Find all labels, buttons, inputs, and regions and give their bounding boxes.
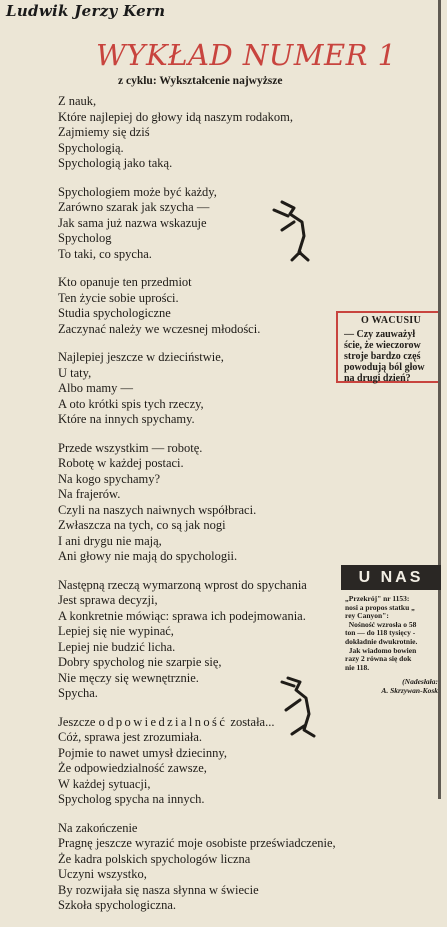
poem-line: Zarówno szarak jak szycha — xyxy=(58,200,210,214)
poem-line: Spychologią jako taką. xyxy=(58,156,173,170)
poem-line: Jest sprawa decyzji, xyxy=(58,593,158,607)
u-nas-line: nosi a propos statku „ xyxy=(345,602,415,612)
leaning-figure-sketch-icon xyxy=(276,670,331,742)
u-nas-line: rey Canyon": xyxy=(345,611,389,621)
poem-line: Czyli na naszych naiwnych współbraci. xyxy=(58,502,257,517)
poem-line: Spychologią. xyxy=(58,140,124,155)
poem-line: Szkoła spychologiczna. xyxy=(58,898,177,912)
poem-line: Jak sama już nazwa wskazuje xyxy=(58,215,207,230)
stanza xyxy=(58,94,348,172)
sidebox-line: na drugi dzień? xyxy=(344,373,411,384)
poem-line: Spycholog xyxy=(58,231,112,245)
poem-line: Z nauk, xyxy=(58,94,97,108)
poem-line: To taki, co spycha. xyxy=(58,246,152,261)
poem-line: Zaczynać należy we wczesnej młodości. xyxy=(58,321,261,336)
stanza xyxy=(58,821,348,914)
poem-line: Zajmiemy się dziś xyxy=(58,125,150,139)
sidebox-text xyxy=(344,329,438,384)
poem-line: Robotę w każdej postaci. xyxy=(58,456,184,470)
poem-line: Zwłaszcza na tych, co są jak nogi xyxy=(58,518,226,532)
right-frame-rule xyxy=(438,0,441,799)
poem-line: Dobry spycholog nie szarpie się, xyxy=(58,655,222,669)
poem-line: Ani głowy nie mają do spychologii. xyxy=(58,549,238,563)
u-nas-line: dokładnie dwukrotnie. xyxy=(345,636,418,646)
sidebox-line: ście, że wieczorow xyxy=(344,340,421,351)
u-nas-line: Nośność wzrosła o 58 xyxy=(345,619,417,629)
poem-line: Że odpowiedzialność zawsze, xyxy=(58,761,207,775)
poem-line: Przede wszystkim — robotę. xyxy=(58,440,203,455)
poem-line: Że kadra polskich spychologów liczna xyxy=(58,851,251,866)
sidebox-line: stroje bardzo częś xyxy=(344,351,421,362)
u-nas-credit xyxy=(345,678,438,695)
poem-line: Na zakończenie xyxy=(58,820,138,835)
poem-line: U taty, xyxy=(58,365,92,380)
poem-line: Które na innych spychamy. xyxy=(58,412,195,426)
poem-line: Pragnę jeszcze wyrazić moje osobiste przeświadczenie, xyxy=(58,836,336,850)
u-nas-line: „Przekrój" nr 1153: xyxy=(345,595,410,603)
poem-line: I ani drygu nie mają, xyxy=(58,533,162,548)
sidebox-title: O WACUSIU xyxy=(360,315,422,326)
poem-line: Lepiej nie budzić licha. xyxy=(58,639,176,654)
poem-subtitle: z cyklu: Wykształcenie najwyższe xyxy=(118,75,283,87)
u-nas-line: nie 118. xyxy=(345,662,370,672)
poem-line: Lepiej się nie wypinać, xyxy=(58,624,174,638)
poem-line: Kto opanuje ten przedmiot xyxy=(58,275,192,289)
poem-line: Cóż, sprawa jest zrozumiała. xyxy=(58,730,203,744)
poem-line: Pojmie to nawet umysł dziecinny, xyxy=(58,745,227,760)
poem-line: Ten życie sobie uprości. xyxy=(58,290,179,305)
poem-line: Które najlepiej do głowy idą naszym rodakom, xyxy=(58,109,294,124)
u-nas-banner: U NAS xyxy=(341,565,441,590)
poem-title: WYKŁAD NUMER 1 xyxy=(96,38,397,72)
poem-line: W każdej sytuacji, xyxy=(58,776,151,791)
poem-line: A oto krótki spis tych rzeczy, xyxy=(58,396,204,411)
sidebox-line: — Czy zauważył xyxy=(344,329,416,340)
u-nas-line: Jak wiadomo bowien xyxy=(345,645,417,655)
poem-line: Uczyni wszystko, xyxy=(58,867,147,881)
poem-line: Studia spychologiczne xyxy=(58,306,171,320)
stanza xyxy=(58,350,348,428)
poem-line: Spycha. xyxy=(58,686,98,700)
u-nas-text xyxy=(345,595,438,696)
rearing-figure-sketch-icon xyxy=(264,196,324,266)
stanza xyxy=(58,441,348,565)
poem-line: Spychologiem może być każdy, xyxy=(58,184,217,199)
author-name: Ludwik Jerzy Kern xyxy=(6,2,166,20)
poem-line: Nie męczy się wewnętrznie. xyxy=(58,670,199,685)
credit-line: (Nadesłała: xyxy=(402,677,438,687)
poem-line: Na kogo spychamy? xyxy=(58,471,161,486)
sidebox-o-wacusiu xyxy=(336,311,438,383)
u-nas-line: razy 2 równa się dok xyxy=(345,654,412,664)
poem-line: Albo mamy — xyxy=(58,381,133,395)
poem-line: Spycholog spycha na innych. xyxy=(58,792,205,806)
poem-line: Na frajerów. xyxy=(58,487,121,501)
u-nas-line: ton — do 118 tysięcy - xyxy=(345,628,416,638)
poem-line: Najlepiej jeszcze w dzieciństwie, xyxy=(58,350,224,364)
sidebox-line: powodują ból głow xyxy=(344,362,425,373)
poem-line: By rozwijała się nasza słynna w świecie xyxy=(58,882,259,897)
credit-line: A. Skrzywan-Kosk xyxy=(381,685,438,695)
poem-line: Jeszcze odpowiedzialność została... xyxy=(58,714,275,729)
poem-line: A konkretnie mówiąc: sprawa ich podejmowania. xyxy=(58,608,306,623)
poem-line: Następną rzeczą wymarzoną wprost do spychania xyxy=(58,577,307,592)
stanza xyxy=(58,275,348,337)
